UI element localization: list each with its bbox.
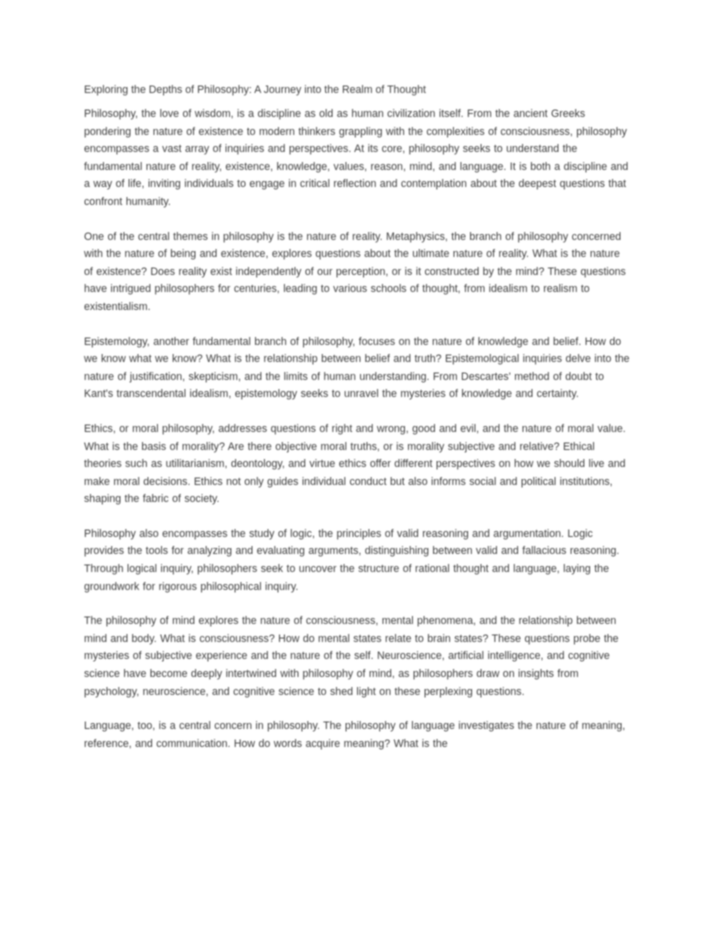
paragraph-ethics: Ethics, or moral philosophy, addresses questions of right and wrong, good and evil, and the nature of moral value. What is the basis of morality? Are there objective moral truths, or is morality subjective and relative? Ethical theories such as utilitarianism, deontology, and virtue ethics offer different perspectives on how we should live and make moral decisions. Ethics not only guides individual conduct but also informs social and political institutions, shaping the fabric of society. bbox=[84, 422, 626, 506]
paragraph-logic: Philosophy also encompasses the study of logic, the principles of valid reasoning and argumentation. Logic provides the tools for analyzing and evaluating arguments, distinguishing between valid and fallacious reasoning. Through logical inquiry, philosophers seek to uncover the structure of rational thought and language, laying the groundwork for rigorous philosophical inquiry. bbox=[84, 527, 620, 593]
paragraph-mind: The philosophy of mind explores the nature of consciousness, mental phenomena, and the relationship between mind and body. What is consciousness? How do mental states relate to brain states? These questions probe the mysteries of subjective experience and the nature of the self. Neuroscience, artificial intelligence, and cognitive science have become deeply intertwined with philosophy of mind, as philosophers draw on insights from psychology, neuroscience, and cognitive science to shed light on these perplexing questions. bbox=[84, 615, 619, 698]
document-body bbox=[84, 78, 632, 770]
paragraph-intro: Philosophy, the love of wisdom, is a discipline as old as human civilization itself. From the ancient Greeks pondering the nature of existence to modern thinkers grappling with the complexities of consciousness, philosophy encompasses a vast array of inquiries and perspectives. At its core, philosophy seeks to understand the fundamental nature of reality, existence, knowledge, values, reason, mind, and language. It is both a discipline and a way of life, inviting individuals to engage in critical reflection and contemplation about the deepest questions that confront humanity. bbox=[84, 108, 629, 208]
document-title: Exploring the Depths of Philosophy: A Journey into the Realm of Thought bbox=[84, 84, 426, 96]
paragraph-metaphysics: One of the central themes in philosophy is the nature of reality. Metaphysics, the branch of philosophy concerned with the nature of being and existence, explores questions about the ultimate nature of reality. What is the nature of existence? Does reality exist independently of our perception, or is it constructed by the mind? These questions have intrigued philosophers for centuries, leading to various schools of thought, from idealism to realism to existentialism. bbox=[84, 230, 626, 313]
paragraph-language: Language, too, is a central concern in philosophy. The philosophy of language investigates the nature of meaning, reference, and communication. How do words acquire meaning? What is the bbox=[84, 720, 626, 750]
paragraph-epistemology: Epistemology, another fundamental branch of philosophy, focuses on the nature of knowledge and belief. How do we know what we know? What is the relationship between belief and truth? Epistemological inquiries delve into the nature of justification, skepticism, and the limits of human understanding. From Descartes' method of doubt to Kant's transcendental idealism, epistemology seeks to unravel the mysteries of knowledge and certainty. bbox=[84, 335, 630, 401]
